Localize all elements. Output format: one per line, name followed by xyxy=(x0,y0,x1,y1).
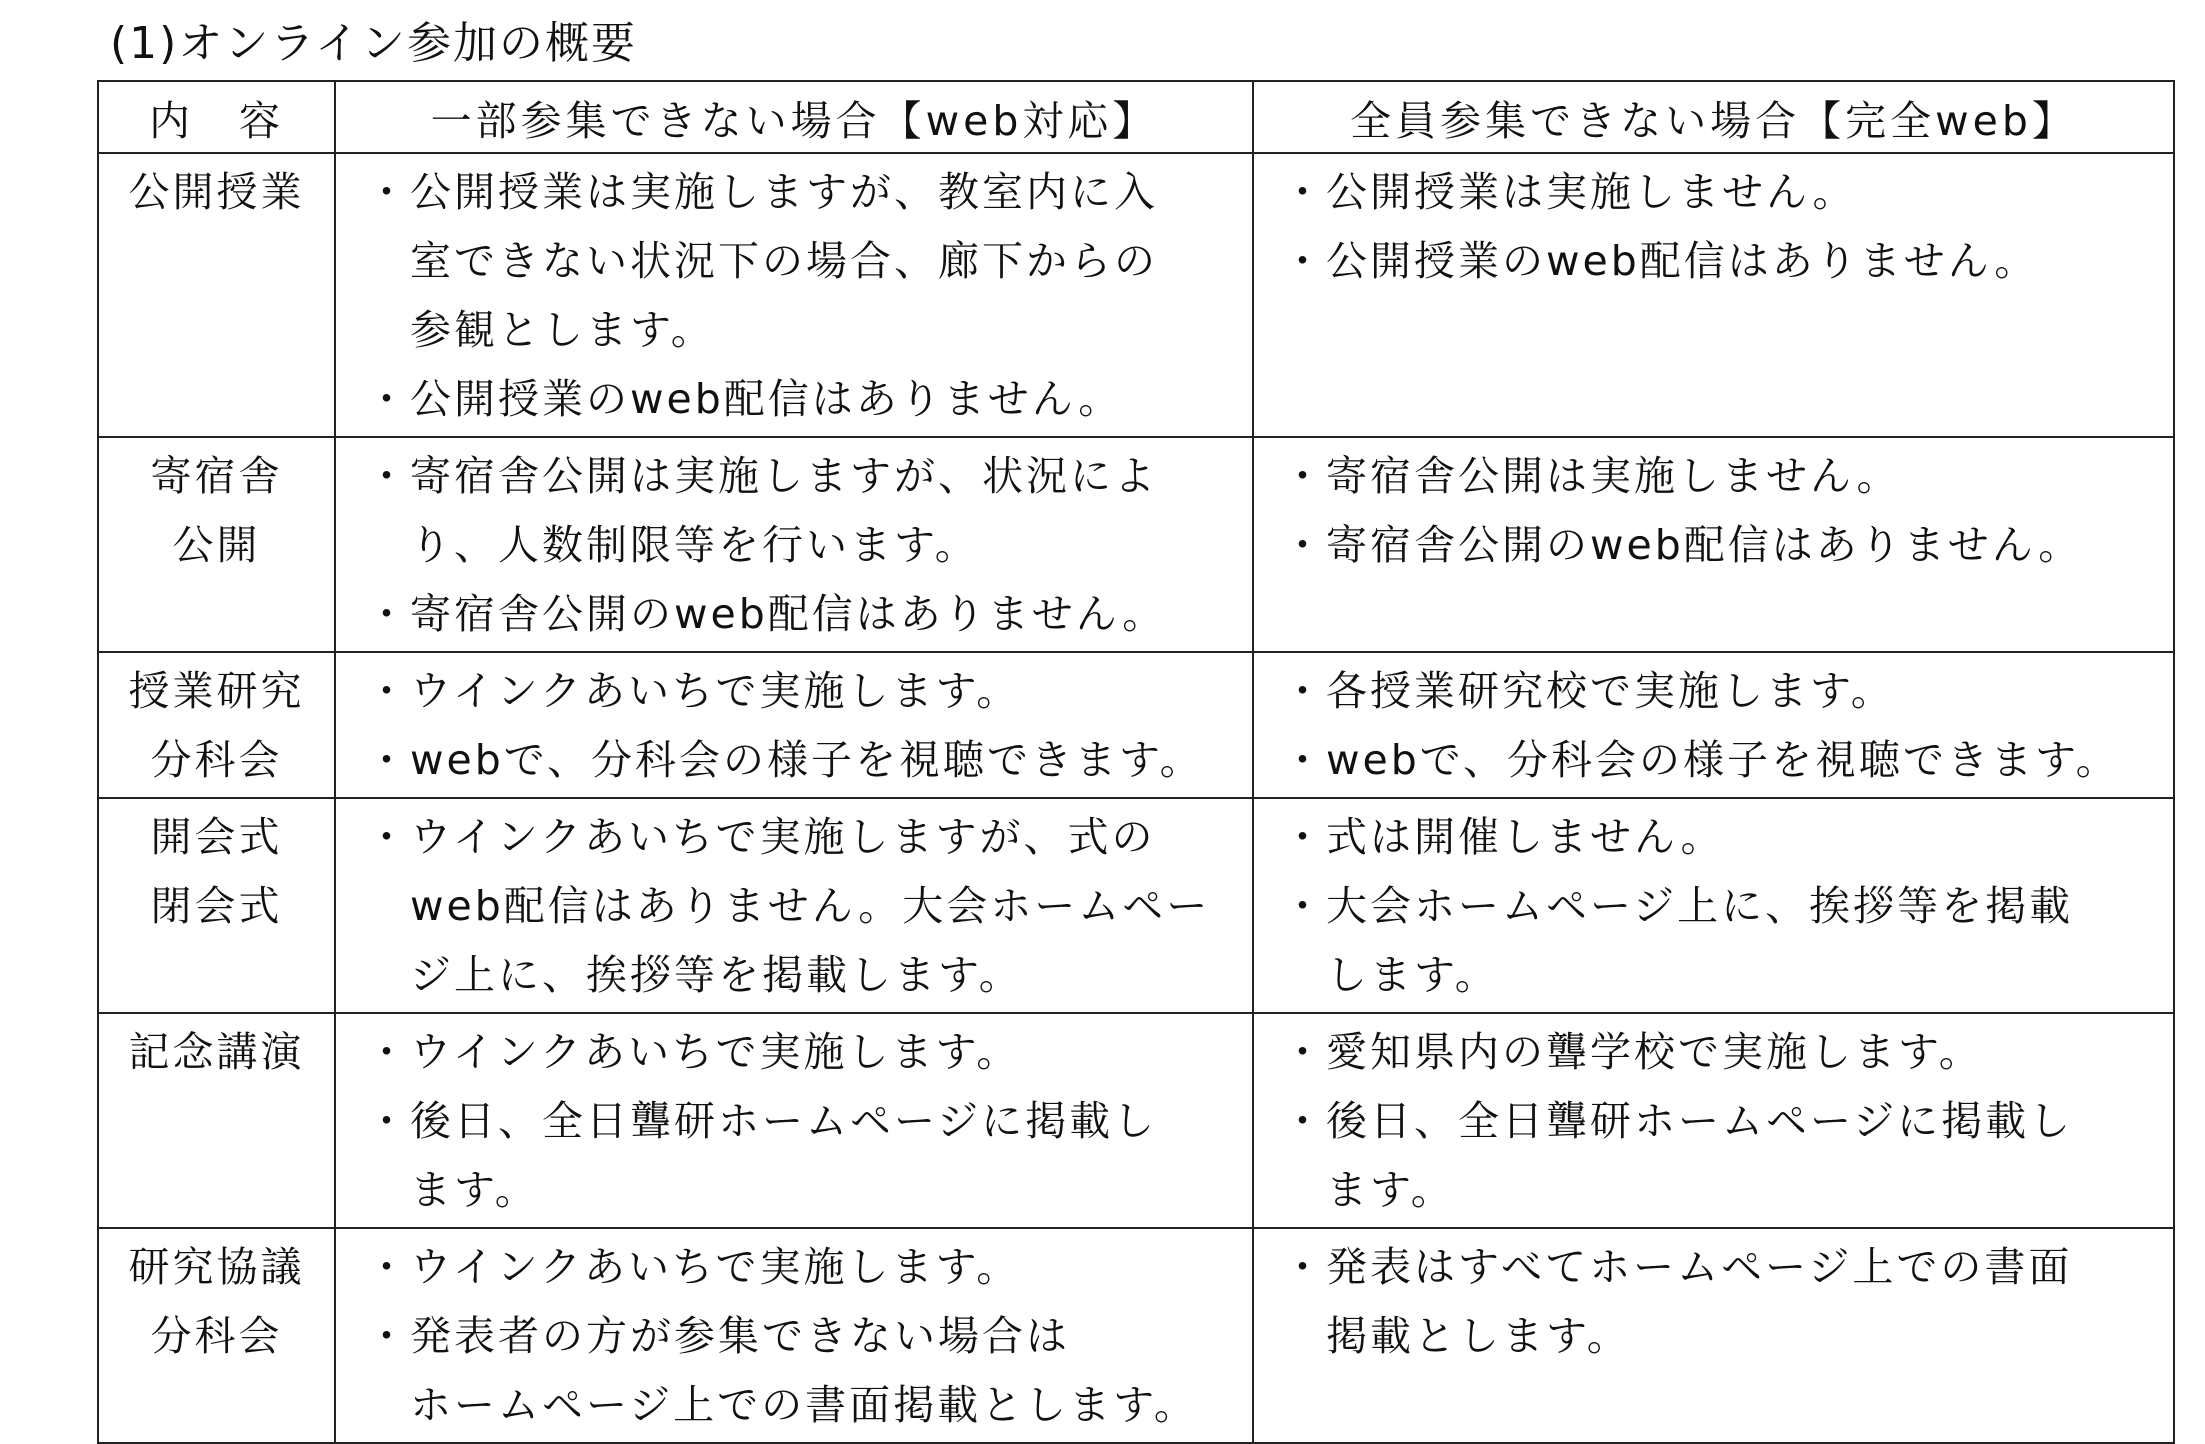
bullet-mark: ・ xyxy=(1282,521,1326,569)
bullet-text-line: します。 xyxy=(1326,951,1499,999)
bullet-text-line: 公開授業のweb配信はありません。 xyxy=(1326,237,2039,285)
full-web-cell xyxy=(1253,652,2174,798)
header-row xyxy=(98,81,2174,153)
bullet-text-line: 掲載とします。 xyxy=(1326,1312,1631,1360)
table-body xyxy=(98,153,2174,1443)
bullet-text-line: ます。 xyxy=(1326,1166,1455,1214)
bullet-text-line: 寄宿舎公開は実施しますが、状況によ xyxy=(410,452,1158,500)
bullet-text xyxy=(410,365,1252,434)
item-label-line: 公開授業 xyxy=(128,168,305,216)
bullet-text xyxy=(410,726,1252,795)
bullet-text xyxy=(1326,657,2173,726)
bullet-text xyxy=(1326,1018,2173,1087)
bullet-text-line: 各授業研究校で実施します。 xyxy=(1326,667,1895,715)
bullet-text xyxy=(410,580,1252,649)
bullet-text-line: 式は開催しません。 xyxy=(1326,813,1725,861)
item-label-line: 記念講演 xyxy=(128,1028,305,1076)
bullet-mark: ・ xyxy=(366,813,410,861)
item-label-line: 研究協議 xyxy=(128,1243,305,1291)
bullet-text xyxy=(1326,511,2173,580)
bullet-item xyxy=(1254,872,2173,1010)
item-label-line: 分科会 xyxy=(150,736,283,784)
bullet-text xyxy=(1326,1233,2173,1371)
bullet-text-line: 寄宿舎公開は実施しません。 xyxy=(1326,452,1901,500)
bullet-item xyxy=(1254,511,2173,580)
bullet-item xyxy=(1254,1233,2173,1371)
bullet-mark: ・ xyxy=(366,375,410,423)
bullet-item xyxy=(336,1087,1252,1225)
full-web-cell xyxy=(1253,1013,2174,1228)
bullet-text-line: 寄宿舎公開のweb配信はありません。 xyxy=(1326,521,2083,569)
full-web-cell xyxy=(1253,1228,2174,1443)
bullet-text-line: ホームページ上での書面掲載とします。 xyxy=(410,1381,1198,1429)
bullet-item xyxy=(1254,657,2173,726)
table-row xyxy=(98,153,2174,437)
bullet-mark: ・ xyxy=(1282,1028,1326,1076)
bullet-mark: ・ xyxy=(1282,168,1326,216)
bullet-mark: ・ xyxy=(366,1028,410,1076)
item-cell xyxy=(98,437,335,652)
bullet-text-line: ウインクあいちで実施します。 xyxy=(410,1243,1021,1291)
overview-table xyxy=(97,80,2175,1444)
bullet-mark: ・ xyxy=(1282,736,1326,784)
bullet-text-line: ます。 xyxy=(410,1166,539,1214)
full-web-cell xyxy=(1253,437,2174,652)
bullet-text xyxy=(1326,1087,2173,1225)
bullet-item xyxy=(336,1233,1252,1302)
bullet-item xyxy=(336,803,1252,1010)
bullet-mark: ・ xyxy=(366,736,410,784)
bullet-text xyxy=(410,657,1252,726)
bullet-mark: ・ xyxy=(366,1097,410,1145)
partial-web-cell xyxy=(335,437,1253,652)
item-label-line: 開会式 xyxy=(150,813,283,861)
header-item: 内 容 xyxy=(98,81,335,153)
bullet-text xyxy=(410,1302,1252,1440)
bullet-text xyxy=(410,803,1252,1010)
item-label-line: 寄宿舎 xyxy=(150,452,283,500)
header-partial-web: 一部参集できない場合【web対応】 xyxy=(335,81,1253,153)
bullet-item xyxy=(1254,442,2173,511)
partial-web-cell xyxy=(335,652,1253,798)
item-cell xyxy=(98,652,335,798)
item-label-line: 授業研究 xyxy=(128,667,305,715)
bullet-text xyxy=(1326,726,2173,795)
bullet-item xyxy=(1254,227,2173,296)
bullet-item xyxy=(1254,803,2173,872)
bullet-text-line: 公開授業は実施しません。 xyxy=(1326,168,1857,216)
bullet-text xyxy=(1326,803,2173,872)
bullet-mark: ・ xyxy=(1282,667,1326,715)
item-cell xyxy=(98,798,335,1013)
bullet-item xyxy=(336,442,1252,580)
partial-web-cell xyxy=(335,1228,1253,1443)
bullet-text xyxy=(410,1087,1252,1225)
bullet-mark: ・ xyxy=(366,590,410,638)
full-web-cell xyxy=(1253,153,2174,437)
partial-web-cell xyxy=(335,1013,1253,1228)
item-cell xyxy=(98,153,335,437)
header-full-web: 全員参集できない場合【完全web】 xyxy=(1253,81,2174,153)
bullet-item xyxy=(336,365,1252,434)
bullet-text-line: 後日、全日聾研ホームページに掲載し xyxy=(1326,1097,2074,1145)
full-web-cell xyxy=(1253,798,2174,1013)
partial-web-cell xyxy=(335,153,1253,437)
bullet-text xyxy=(1326,227,2173,296)
bullet-text-line: 後日、全日聾研ホームページに掲載し xyxy=(410,1097,1158,1145)
bullet-mark: ・ xyxy=(1282,1097,1326,1145)
bullet-mark: ・ xyxy=(366,1312,410,1360)
bullet-text xyxy=(1326,158,2173,227)
bullet-text-line: ウインクあいちで実施します。 xyxy=(410,1028,1021,1076)
bullet-text-line: 室できない状況下の場合、廊下からの xyxy=(410,237,1158,285)
bullet-text-line: 参観とします。 xyxy=(410,306,715,354)
table-row xyxy=(98,1013,2174,1228)
bullet-mark: ・ xyxy=(366,452,410,500)
bullet-item xyxy=(1254,1087,2173,1225)
bullet-mark: ・ xyxy=(1282,1243,1326,1291)
bullet-text xyxy=(1326,442,2173,511)
table-row xyxy=(98,437,2174,652)
item-cell xyxy=(98,1013,335,1228)
bullet-item xyxy=(1254,1018,2173,1087)
bullet-mark: ・ xyxy=(366,168,410,216)
bullet-item xyxy=(1254,726,2173,795)
item-label-line: 公開 xyxy=(172,521,261,569)
bullet-mark: ・ xyxy=(366,667,410,715)
bullet-text-line: り、人数制限等を行います。 xyxy=(410,521,979,569)
bullet-text xyxy=(1326,872,2173,1010)
item-label-line: 分科会 xyxy=(150,1312,283,1360)
bullet-mark: ・ xyxy=(1282,237,1326,285)
bullet-item xyxy=(1254,158,2173,227)
bullet-text-line: webで、分科会の様子を視聴できます。 xyxy=(410,736,1204,784)
bullet-item xyxy=(336,657,1252,726)
table-row xyxy=(98,1228,2174,1443)
bullet-item xyxy=(336,1018,1252,1087)
bullet-text xyxy=(410,1018,1252,1087)
bullet-text xyxy=(410,1233,1252,1302)
bullet-item xyxy=(336,158,1252,365)
bullet-text-line: 愛知県内の聾学校で実施します。 xyxy=(1326,1028,1983,1076)
bullet-text xyxy=(410,442,1252,580)
bullet-text-line: web配信はありません。大会ホームペー xyxy=(410,882,1211,930)
item-cell xyxy=(98,1228,335,1443)
bullet-mark: ・ xyxy=(366,1243,410,1291)
bullet-text-line: webで、分科会の様子を視聴できます。 xyxy=(1326,736,2120,784)
section-heading: (1)オンライン参加の概要 xyxy=(110,18,638,69)
bullet-item xyxy=(336,726,1252,795)
table-row xyxy=(98,798,2174,1013)
bullet-text xyxy=(410,158,1252,365)
bullet-text-line: ウインクあいちで実施します。 xyxy=(410,667,1021,715)
bullet-text-line: ウインクあいちで実施しますが、式の xyxy=(410,813,1156,861)
bullet-text-line: 寄宿舎公開のweb配信はありません。 xyxy=(410,590,1167,638)
bullet-text-line: 公開授業のweb配信はありません。 xyxy=(410,375,1123,423)
bullet-text-line: 大会ホームページ上に、挨拶等を掲載 xyxy=(1326,882,2074,930)
bullet-item xyxy=(336,1302,1252,1440)
bullet-mark: ・ xyxy=(1282,452,1326,500)
bullet-mark: ・ xyxy=(1282,813,1326,861)
table-row xyxy=(98,652,2174,798)
bullet-item xyxy=(336,580,1252,649)
item-label-line: 閉会式 xyxy=(150,882,283,930)
bullet-text-line: 公開授業は実施しますが、教室内に入 xyxy=(410,168,1158,216)
bullet-mark: ・ xyxy=(1282,882,1326,930)
bullet-text-line: ジ上に、挨拶等を掲載します。 xyxy=(410,951,1023,999)
partial-web-cell xyxy=(335,798,1253,1013)
bullet-text-line: 発表者の方が参集できない場合は xyxy=(410,1312,1070,1360)
bullet-text-line: 発表はすべてホームページ上での書面 xyxy=(1326,1243,2073,1291)
